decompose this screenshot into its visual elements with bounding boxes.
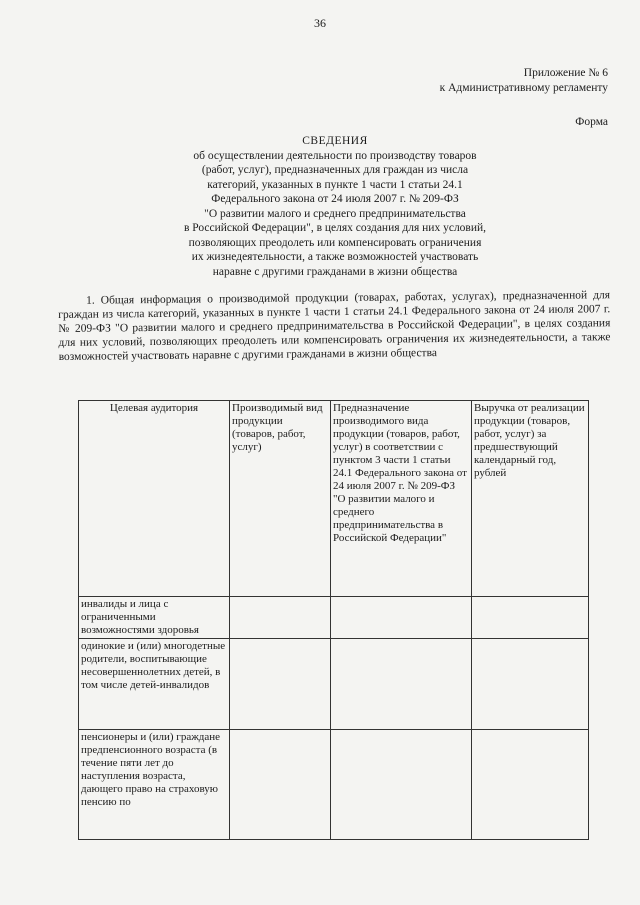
table-header-row: [79, 401, 589, 597]
form-label: Форма: [575, 116, 608, 128]
heading-line: наравне с другими гражданами в жизни общества: [212, 265, 458, 278]
header-revenue: Выручка от реализации продукции (товаров, работ, услуг) за предшествующий календарный год, рублей: [472, 401, 589, 597]
table-row: [79, 597, 589, 639]
intro-paragraph: 1. Общая информация о производимой продукции (товарах, работах, услугах), предназначенной для граждан из числа категорий, указанных в пункте 1 части 1 статьи 24.1 Федерального закона от 24 июля 2007 г. № 209-ФЗ "О развитии малого и среднего предпринимательства в Российской Федерации", в целях создания для них условий, позволяющих преодолеть или компенсировать ограничения их жизнедеятельности, а также возможностей участвовать наравне с другими гражданами в жизни общества: [58, 289, 611, 363]
empty-cell: [472, 639, 589, 730]
header-target-audience: Целевая аудитория: [79, 401, 230, 597]
heading-line: об осуществлении деятельности по производству товаров: [193, 149, 477, 162]
empty-cell: [331, 597, 472, 639]
header-product-purpose: Предназначение производимого вида продукции (товаров, работ, услуг) в соответствии с пунктом 3 части 1 статьи 24.1 Федерального закона от 24 июля 2007 г. № 209-ФЗ "О развитии малого и среднего предпринимательства в Российской Федерации": [331, 401, 472, 597]
empty-cell: [230, 597, 331, 639]
heading-line: категорий, указанных в пункте 1 части 1 статьи 24.1: [207, 178, 463, 191]
document-heading: [150, 134, 520, 279]
empty-cell: [230, 639, 331, 730]
empty-cell: [230, 730, 331, 840]
empty-cell: [472, 597, 589, 639]
empty-cell: [472, 730, 589, 840]
heading-line: позволяющих преодолеть или компенсировать ограничения: [188, 236, 482, 249]
audience-cell: одинокие и (или) многодетные родители, воспитывающие несовершеннолетних детей, в том числе детей-инвалидов: [79, 639, 230, 730]
heading-line: Федерального закона от 24 июля 2007 г. № 209-ФЗ: [211, 193, 459, 205]
heading-line: (работ, услуг), предназначенных для граждан из числа: [201, 164, 469, 176]
annex-header: [440, 66, 608, 96]
header-product-type: Производимый вид продукции (товаров, работ, услуг): [230, 401, 331, 597]
heading-line: "О развитии малого и среднего предпринимательства: [204, 207, 466, 220]
empty-cell: [331, 730, 472, 840]
annex-reference: к Административному регламенту: [439, 82, 608, 94]
table-row: [79, 730, 589, 840]
heading-line: их жизнедеятельности, а также возможностей участвовать: [191, 251, 479, 263]
audience-cell: пенсионеры и (или) граждане предпенсионного возраста (в течение пяти лет до наступления возраста, дающего право на страховую пенсию по: [79, 730, 230, 840]
document-title: СВЕДЕНИЯ: [302, 135, 368, 147]
audience-cell: инвалиды и лица с ограниченными возможностями здоровья: [79, 597, 230, 639]
empty-cell: [331, 639, 472, 730]
table-row: [79, 639, 589, 730]
annex-number: Приложение № 6: [523, 67, 608, 79]
products-table: [78, 400, 589, 840]
page-number: 36: [314, 16, 326, 30]
heading-line: в Российской Федерации", в целях создания для них условий,: [183, 222, 487, 234]
